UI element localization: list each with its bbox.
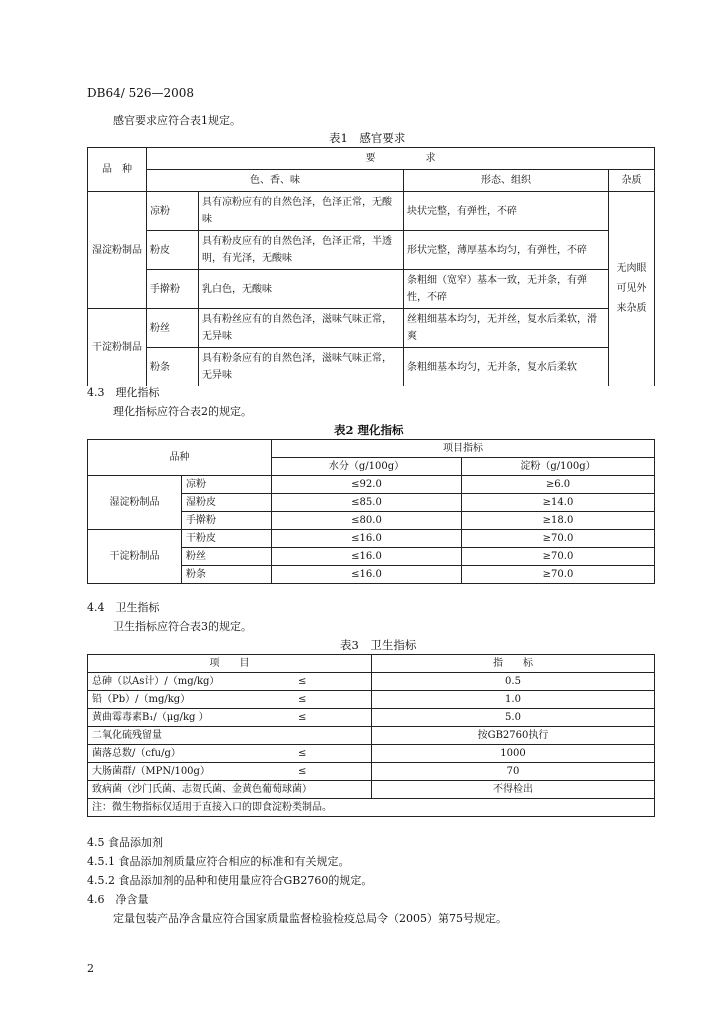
page-number: 2 [87,962,94,975]
comparison-sign: ≤ [298,712,307,723]
variety-name: 粉丝 [147,309,199,348]
starch-value: ≥70.0 [462,548,655,566]
header-variety: 品种 [88,440,272,476]
table-note: 注：微生物指标仅适用于直接入口的即食淀粉类制品。 [88,799,655,817]
variety-name: 粉条 [147,348,199,387]
color-desc: 具有粉丝应有的自然色泽，滋味气味正常，无异味 [199,309,404,348]
form-desc: 形状完整，薄厚基本均匀，有弹性，不碎 [404,231,609,270]
table3-caption: 表3 卫生指标 [340,638,417,652]
item-label: 大肠菌群/（MPN/100g） [92,766,210,777]
physicochemical-table [87,439,655,584]
form-desc: 条粗细（宽窄）基本一致，无并条，有弹性，不碎 [404,270,609,309]
header-form: 形态、组织 [404,170,609,192]
header-color-aroma-taste: 色、香、味 [147,170,404,192]
section-4-5-1-text: 4.5.1 食品添加剂质量应符合相应的标准和有关规定。 [87,855,350,868]
color-desc: 具有粉条应有的自然色泽，滋味气味正常，无异味 [199,348,404,387]
color-desc: 具有粉皮应有的自然色泽，色泽正常，半透明，有光泽，无酸味 [199,231,404,270]
item-label: 铅（Pb）/（mg/kg） [92,694,191,705]
comparison-sign: ≤ [298,676,307,687]
starch-value: ≥14.0 [462,494,655,512]
moisture-value: ≤16.0 [272,548,462,566]
header-index: 指 标 [372,655,655,673]
item-label: 二氧化硫残留量 [92,730,162,741]
form-desc: 条粗细基本均匀，无并条，复水后柔软 [404,348,609,387]
moisture-value: ≤85.0 [272,494,462,512]
moisture-value: ≤92.0 [272,476,462,494]
hygiene-value: 按GB2760执行 [372,727,655,745]
hygiene-item [88,691,372,709]
item-label: 总砷（以As计）/（mg/kg） [92,676,220,687]
hygiene-value: 不得检出 [372,781,655,799]
moisture-value: ≤16.0 [272,566,462,584]
section-4-3-text: 理化指标应符合表2的规定。 [113,405,252,418]
header-index: 项目指标 [272,440,655,458]
hygiene-value: 1000 [372,745,655,763]
group-dry-starch: 干淀粉制品 [88,530,182,584]
hygiene-item [88,673,372,691]
group-wet-starch: 湿淀粉制品 [88,192,147,309]
section-4-4-heading: 4.4 卫生指标 [87,601,160,614]
section-4-6-heading: 4.6 净含量 [87,893,149,906]
hygiene-item [88,763,372,781]
variety-name: 粉皮 [147,231,199,270]
moisture-value: ≤16.0 [272,530,462,548]
hygiene-item [88,727,372,745]
hygiene-value: 1.0 [372,691,655,709]
sensory-table [87,147,655,386]
section-4-5-heading: 4.5 食品添加剂 [87,836,163,849]
header-requirement: 要 求 [147,148,655,170]
intro-text: 感官要求应符合表1规定。 [113,114,241,127]
color-desc: 乳白色，无酸味 [199,270,404,309]
hygiene-value: 0.5 [372,673,655,691]
comparison-sign: ≤ [298,766,307,777]
header-moisture: 水分（g/100g） [272,458,462,476]
starch-value: ≥70.0 [462,530,655,548]
comparison-sign: ≤ [298,748,307,759]
document-code: DB64/ 526—2008 [87,86,195,100]
variety-name: 湿粉皮 [182,494,272,512]
header-impurity: 杂质 [609,170,655,192]
color-desc: 具有凉粉应有的自然色泽，色泽正常，无酸味 [199,192,404,231]
comparison-sign: ≤ [298,694,307,705]
starch-value: ≥6.0 [462,476,655,494]
hygiene-value: 5.0 [372,709,655,727]
section-4-5-2-text: 4.5.2 食品添加剂的品种和使用量应符合GB2760的规定。 [87,874,373,887]
variety-name: 凉粉 [147,192,199,231]
hygiene-value: 70 [372,763,655,781]
group-dry-starch: 干淀粉制品 [88,309,147,387]
impurity-desc: 无肉眼可见外来杂质 [609,192,655,387]
item-label: 黄曲霉毒素B₁/（μg/kg ） [92,712,209,723]
hygiene-item [88,709,372,727]
form-desc: 块状完整，有弹性，不碎 [404,192,609,231]
header-starch: 淀粉（g/100g） [462,458,655,476]
form-desc: 丝粗细基本均匀，无并丝，复水后柔软，滑爽 [404,309,609,348]
item-label: 菌落总数/（cfu/g） [92,748,181,759]
section-4-4-text: 卫生指标应符合表3的规定。 [113,620,252,633]
starch-value: ≥70.0 [462,566,655,584]
hygiene-item [88,745,372,763]
section-4-3-heading: 4.3 理化指标 [87,386,160,399]
header-item: 项 目 [88,655,372,673]
variety-name: 粉丝 [182,548,272,566]
group-wet-starch: 湿淀粉制品 [88,476,182,530]
table2-caption: 表2 理化指标 [334,423,404,437]
hygiene-table [87,654,655,817]
header-variety: 品 种 [88,148,147,192]
variety-name: 凉粉 [182,476,272,494]
variety-name: 手擀粉 [182,512,272,530]
table1-caption: 表1 感官要求 [329,131,406,145]
moisture-value: ≤80.0 [272,512,462,530]
variety-name: 手擀粉 [147,270,199,309]
starch-value: ≥18.0 [462,512,655,530]
hygiene-item [88,781,372,799]
variety-name: 粉条 [182,566,272,584]
section-4-6-text: 定量包装产品净含量应符合国家质量监督检验检疫总局令（2005）第75号规定。 [113,912,507,925]
item-label: 致病菌（沙门氏菌、志贺氏菌、金黄色葡萄球菌） [92,784,312,795]
variety-name: 干粉皮 [182,530,272,548]
